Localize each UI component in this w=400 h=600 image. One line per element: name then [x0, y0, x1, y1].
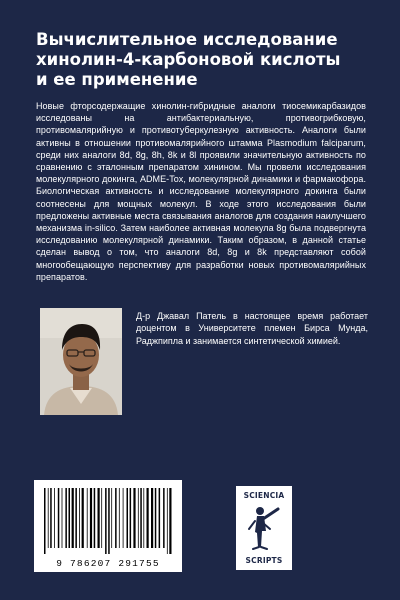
barcode-bar	[108, 488, 110, 554]
author-photo	[40, 308, 122, 415]
isbn-barcode	[34, 480, 182, 572]
scientist-with-telescope-icon	[245, 503, 283, 551]
barcode-bar	[133, 488, 135, 548]
barcode-bar	[87, 488, 88, 548]
barcode-bar	[65, 488, 67, 548]
barcode-bars	[42, 488, 174, 554]
barcode-bar	[115, 488, 117, 548]
barcode-bar	[90, 488, 92, 548]
barcode-bar	[69, 488, 71, 548]
barcode-bar	[54, 488, 55, 548]
barcode-bar	[130, 488, 132, 548]
barcode-bar	[62, 488, 63, 548]
barcode-bar	[127, 488, 129, 548]
barcode-bar	[163, 488, 165, 548]
barcode-bar	[105, 488, 107, 554]
barcode-bar	[79, 488, 80, 548]
isbn-number: 9 786207 291755	[56, 558, 160, 569]
book-title: Вычислительное исследование хинолин-4-карбоновой кислоты и ее применение	[36, 30, 341, 89]
publisher-name-bottom: SCRIPTS	[245, 556, 283, 565]
barcode-bar	[44, 488, 46, 554]
publisher-logo	[236, 486, 292, 570]
barcode-bar	[119, 488, 120, 548]
barcode-bar	[143, 488, 144, 548]
barcode-bar	[82, 488, 84, 548]
publisher-name-top: SCIENCIA	[243, 491, 285, 500]
barcode-bar	[72, 488, 74, 548]
barcode-bar	[138, 488, 139, 548]
barcode-bar	[169, 488, 171, 554]
barcode-bar	[140, 488, 142, 548]
barcode-bar	[101, 488, 102, 548]
barcode-bar	[50, 488, 52, 548]
barcode-bar	[159, 488, 161, 548]
barcode-bar	[155, 488, 157, 548]
barcode-bar	[58, 488, 60, 548]
barcode-bar	[111, 488, 112, 548]
barcode-bar	[48, 488, 49, 548]
book-abstract: Новые фторсодержащие хинолин-гибридные аналоги тиосемикарбазидов исследованы на антибактериальную, противогрибковую, противомалярийную и противотуберкулезную активность. Аналоги были активны в отношении противомалярийного штамма Plasmodium falciparum, среди них аналоги 8d, 8g, 8h, 8k и 8l проявили значительную активность по сравнению с эталонным препаратом хинином. Мы провели исследования молекулярного докинга, ADME-Tox, молекулярной динамики и фармакофора. Биологическая активность и исследование молекулярного докинга были соотнесены для мощных молекул. В ходе этого исследования были предложены активные места связывания аналогов для создания наилучшего механизма in-silico. Затем наиболее активная молекула 8g была подвергнута исследованию молекулярной динамики. Таким образом, в данной статье сделан вывод о том, что аналоги 8d, 8g и 8k представляют собой многообещающую перспективу для разработки новых противомалярийных препаратов.	[36, 101, 366, 282]
barcode-bar	[94, 488, 96, 548]
barcode-bar	[98, 488, 100, 548]
author-bio: Д-р Джавал Патель в настоящее время работает доцентом в Университете племен Бирса Мунда, Раджпипла и занимается синтетической химией.	[136, 311, 368, 346]
barcode-bar	[151, 488, 153, 548]
barcode-bar	[167, 488, 168, 554]
barcode-bar	[75, 488, 77, 548]
barcode-bar	[147, 488, 149, 548]
barcode-bar	[123, 488, 124, 548]
